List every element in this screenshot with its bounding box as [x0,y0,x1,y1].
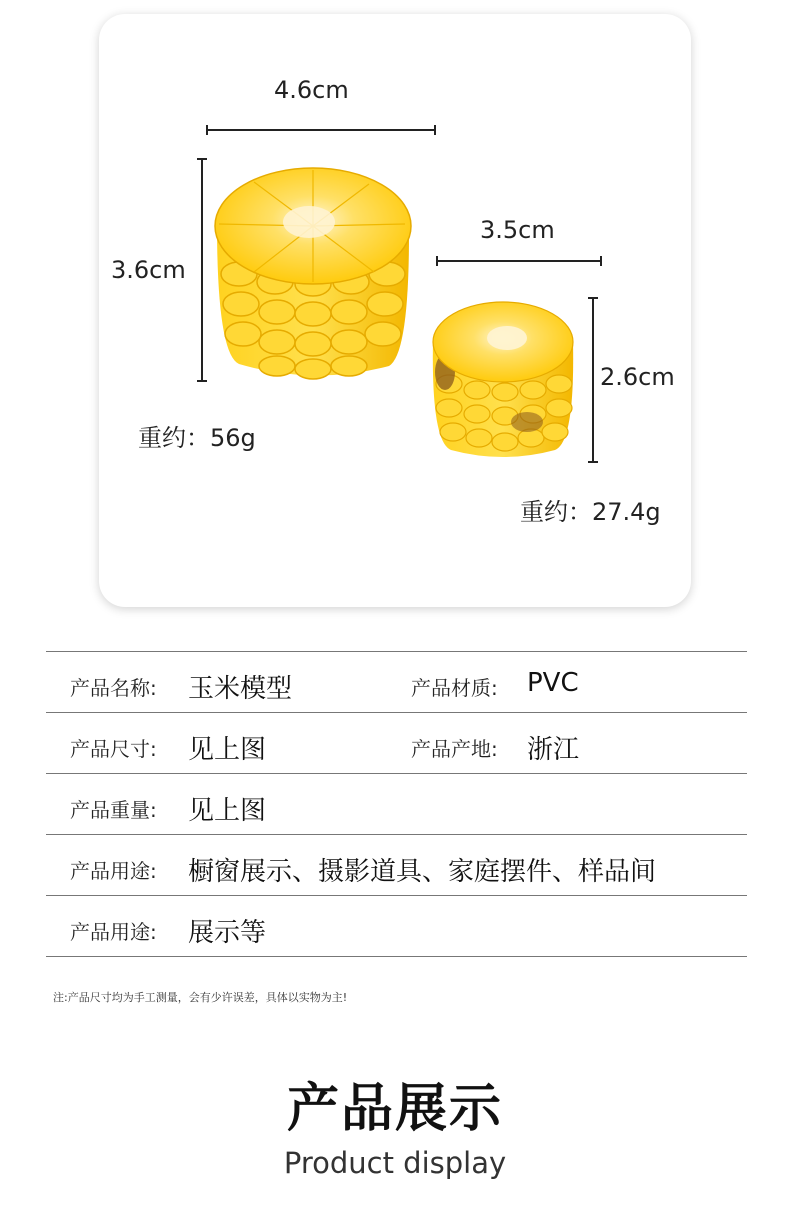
spec-value: 展示等 [188,918,267,948]
spec-value: 见上图 [188,735,267,765]
spec-label: 产品材质: [411,676,498,700]
spec-value: 浙江 [527,735,580,765]
small-height-line [592,298,594,462]
spec-row [46,895,747,957]
section-title: 产品展示 [286,1079,503,1139]
spec-value: 橱窗展示、摄影道具、家庭摆件、样品间 [188,857,657,887]
large-corn-image [209,154,419,384]
spec-label: 产品产地: [411,737,498,761]
large-width-line [207,129,435,131]
measurement-note: 注:产品尺寸均为手工测量，会有少许误差，具体以实物为主! [53,991,348,1004]
spec-value: 玉米模型 [188,674,293,704]
small-height-tick-bottom [588,461,598,463]
spec-label: 产品用途: [70,859,157,883]
spec-row [46,773,747,834]
spec-label: 产品用途: [70,920,157,944]
spec-row [46,651,747,712]
spec-label: 产品名称: [70,676,157,700]
spec-row [46,712,747,773]
small-width-label: 3.5cm [480,216,555,244]
specs-table [46,651,747,957]
large-weight-label: 重约：56g [138,424,256,452]
large-height-tick-bottom [197,380,207,382]
spec-row [46,834,747,895]
large-height-line [201,159,203,381]
spec-value: PVC [527,668,579,698]
spec-label: 产品重量: [70,798,157,822]
spec-label: 产品尺寸: [70,737,157,761]
section-subtitle: Product display [283,1146,507,1180]
large-height-label: 3.6cm [111,256,186,284]
spec-value: 见上图 [188,796,267,826]
small-height-label: 2.6cm [600,363,675,391]
large-width-label: 4.6cm [274,76,349,104]
large-width-tick-right [434,125,436,135]
small-corn-image [427,292,579,462]
small-weight-label: 重约：27.4g [520,498,661,526]
small-width-tick-right [600,256,602,266]
product-image-card [99,14,691,607]
small-width-line [437,260,601,262]
